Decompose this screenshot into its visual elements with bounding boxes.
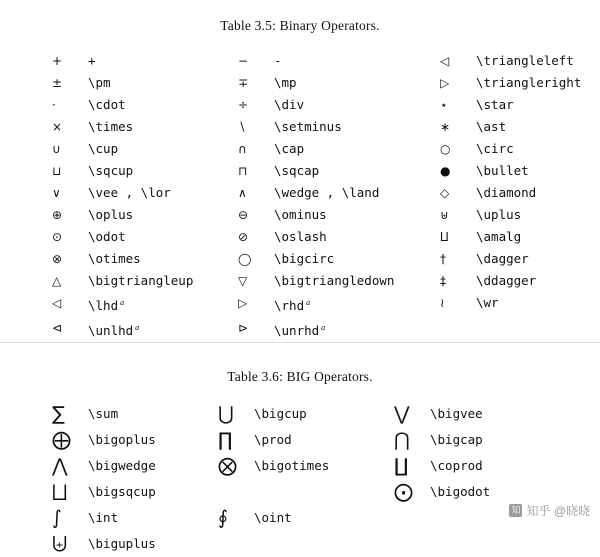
symbol-glyph: ⋀ <box>52 455 68 477</box>
symbol-command: \cup <box>88 141 119 156</box>
symbol-command: \sqcap <box>274 163 320 178</box>
symbol-glyph: ∗ <box>440 120 451 134</box>
symbol-glyph: ▽ <box>238 274 248 288</box>
symbol-glyph <box>394 505 430 531</box>
footnote-marker: a <box>120 298 125 307</box>
symbol-glyph: ⨀ <box>394 481 413 503</box>
symbol-command: \ddagger <box>476 273 537 288</box>
symbol-command: \cdot <box>88 97 126 112</box>
symbol-command: \ominus <box>274 207 327 222</box>
symbol-command <box>254 479 394 505</box>
symbol-command: \biguplus <box>88 536 156 551</box>
symbol-command: \sqcup <box>88 163 134 178</box>
symbol-command: \bigtriangledown <box>274 273 395 288</box>
symbol-command: \triangleright <box>476 75 582 90</box>
footnote-marker: a <box>135 323 140 333</box>
symbol-command: \bigcup <box>254 406 307 421</box>
symbol-command: \ast <box>476 119 507 134</box>
symbol-command: \pm <box>88 75 111 90</box>
symbol-glyph: ⨁ <box>52 429 71 451</box>
symbol-glyph: ∩ <box>238 142 247 156</box>
symbol-glyph: ○ <box>440 142 451 156</box>
symbol-glyph: △ <box>52 274 62 288</box>
symbol-glyph: × <box>52 120 63 134</box>
symbol-glyph: ◁ <box>52 296 62 310</box>
symbol-command: \div <box>274 97 305 112</box>
symbol-glyph: ∑ <box>52 403 65 425</box>
symbol-command: \wr <box>476 295 499 310</box>
symbol-glyph: ⊎ <box>440 208 449 222</box>
symbol-command: \int <box>88 510 119 525</box>
watermark <box>509 502 590 519</box>
symbol-command: \lhd $^a$ <box>88 298 125 314</box>
symbol-glyph: ∫ <box>52 507 62 529</box>
symbol-command: \times <box>88 119 134 134</box>
symbol-glyph: ◇ <box>440 186 450 200</box>
symbol-glyph: ⊖ <box>238 208 249 222</box>
symbol-command: \bigcap <box>430 432 483 447</box>
symbol-command: \unrhd $^a$ <box>274 323 326 339</box>
symbol-command: \bullet <box>476 163 529 178</box>
symbol-command: \dagger <box>476 251 529 266</box>
symbol-glyph: ⊔ <box>52 164 62 178</box>
symbol-glyph: ‡ <box>440 274 446 288</box>
symbol-glyph: ∐ <box>394 455 409 477</box>
symbol-command: \bigvee <box>430 406 483 421</box>
symbol-command: \bigtriangleup <box>88 273 194 288</box>
symbol-command: \setminus <box>274 119 342 134</box>
symbol-command: \bigoplus <box>88 432 156 447</box>
symbol-glyph: ∪ <box>52 142 61 156</box>
symbol-glyph: ⋃ <box>218 403 234 425</box>
symbol-glyph: ∖ <box>238 120 246 134</box>
symbol-command: \otimes <box>88 251 141 266</box>
symbol-glyph: ⊙ <box>52 230 63 244</box>
symbol-glyph: ⨿ <box>440 230 449 244</box>
symbol-glyph: † <box>440 252 446 266</box>
footnote-marker: a <box>306 298 311 307</box>
footnote-marker: a <box>321 323 326 333</box>
symbol-command: - <box>274 53 282 68</box>
symbol-command: \star <box>476 97 514 112</box>
symbol-glyph: ▷ <box>440 76 450 90</box>
symbol-command: \cap <box>274 141 305 156</box>
symbol-glyph: + <box>52 54 63 68</box>
symbol-command: + <box>88 53 96 68</box>
symbol-command: \triangleleft <box>476 53 574 68</box>
symbol-command: \oplus <box>88 207 134 222</box>
symbol-glyph: · <box>52 98 56 112</box>
symbol-command: \bigodot <box>430 484 491 499</box>
symbol-command: \coprod <box>430 458 483 473</box>
symbol-command: \vee , \lor <box>88 185 171 200</box>
symbol-glyph: ⊗ <box>52 252 63 266</box>
symbol-glyph: ⊕ <box>52 208 63 222</box>
symbol-command: \odot <box>88 229 126 244</box>
zhihu-logo-icon: 知 <box>511 505 521 515</box>
symbol-glyph: ● <box>440 164 451 178</box>
symbol-command: \uplus <box>476 207 522 222</box>
binary-operators-grid <box>0 50 600 342</box>
symbol-command: \circ <box>476 141 514 156</box>
symbol-glyph: ▷ <box>238 296 248 310</box>
symbol-command: \diamond <box>476 185 537 200</box>
symbol-command: \bigcirc <box>274 251 335 266</box>
symbol-glyph: ÷ <box>238 98 249 112</box>
symbol-glyph: ⋂ <box>394 429 410 451</box>
symbol-glyph: ∮ <box>218 507 228 529</box>
symbol-command: \bigwedge <box>88 458 156 473</box>
big-operators-grid <box>0 401 600 557</box>
symbol-command: \bigsqcup <box>88 484 156 499</box>
symbol-command: \mp <box>274 75 297 90</box>
symbol-glyph: ≀ <box>440 296 445 310</box>
symbol-glyph: ⋆ <box>440 98 448 112</box>
symbol-command: \unlhd $^a$ <box>88 323 140 339</box>
symbol-command <box>476 317 600 342</box>
symbol-glyph: ◯ <box>238 252 252 266</box>
symbol-glyph <box>440 317 476 342</box>
symbol-glyph: ∧ <box>238 186 247 200</box>
table-3-6-caption: Table 3.6: BIG Operators. <box>227 369 373 384</box>
symbol-glyph: ⊓ <box>238 164 248 178</box>
symbol-glyph: ⊲ <box>52 321 63 336</box>
symbol-glyph: ⋁ <box>394 403 410 425</box>
table-3-5-caption: Table 3.5: Binary Operators. <box>220 18 380 33</box>
symbol-command: \prod <box>254 432 292 447</box>
symbol-command: \amalg <box>476 229 522 244</box>
symbol-command: \oslash <box>274 229 327 244</box>
symbol-glyph: ∓ <box>238 76 249 90</box>
symbol-glyph: ◁ <box>440 54 450 68</box>
symbol-glyph: − <box>238 54 249 68</box>
symbol-glyph: ∏ <box>218 429 233 451</box>
symbol-glyph: ⊳ <box>238 321 249 336</box>
symbol-glyph <box>218 479 254 505</box>
symbol-glyph: ⨂ <box>218 455 237 477</box>
symbol-command: \rhd $^a$ <box>274 298 311 314</box>
symbol-command: \bigotimes <box>254 458 330 473</box>
symbol-glyph: ⊘ <box>238 230 249 244</box>
watermark-text: 知乎 @晓晓 <box>526 504 590 518</box>
symbol-glyph: ⨆ <box>52 481 68 503</box>
symbol-glyph: ⨄ <box>52 533 68 555</box>
symbol-command: \wedge , \land <box>274 185 380 200</box>
symbol-glyph: ∨ <box>52 186 61 200</box>
symbol-command: \sum <box>88 406 119 421</box>
symbol-command: \oint <box>254 510 292 525</box>
symbol-glyph: ± <box>52 76 63 90</box>
